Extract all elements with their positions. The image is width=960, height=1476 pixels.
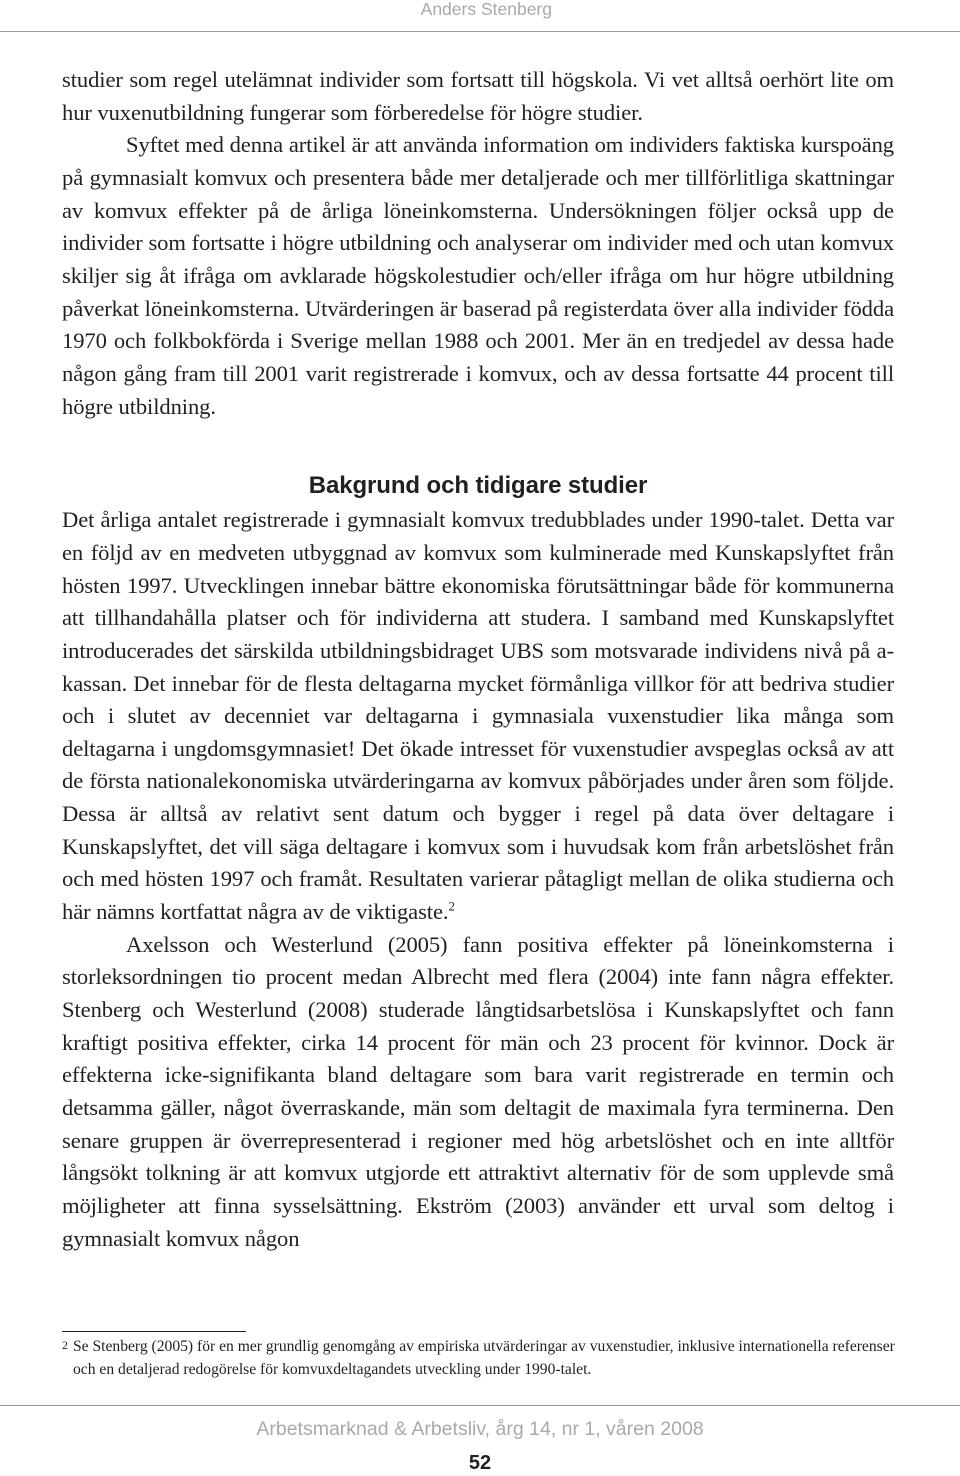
paragraph-previous-studies: Axelsson och Westerlund (2005) fann positiva effekter på löneinkomsterna i storleksordningen tio procent medan Albrecht med flera (2004) inte fann några effekter. Stenberg och Westerlund (2008) studerade långtidsarbetslösa i Kunskapslyftet och fann kraftigt positiva effekter, cirka 14 procent för män och 23 procent för kvinnor. Dock är effekterna icke-signifikanta bland deltagare som bara varit registrerade en termin och detsamma gäller, något överraskande, män som deltagit de maximala fyra terminerna. Den senare gruppen är överrepresenterad i regioner med hög arbetslöshet och en inte alltför långsökt tolkning är att komvux utgjorde ett attraktivt alternativ för de som upplevde små möjligheter att finna sysselsättning. Ekström (2003) använder ett urval som deltog i gymnasialt komvux någon — [62, 931, 894, 1251]
footnote-reference[interactable]: 2 — [448, 898, 455, 914]
footer-journal: Arbetsmarknad & Arbetsliv, årg 14, nr 1, våren 2008 — [256, 1418, 704, 1440]
footnote-text: Se Stenberg (2005) för en mer grundlig genomgång av empiriska utvärderingar av vuxenstudier, inklusive internationella referenser och en detaljerad redogörelse för komvuxdeltagandets utveckling under 1990-talet. — [73, 1338, 895, 1378]
footer-rule — [0, 1405, 960, 1406]
paragraph-intro: studier som regel utelämnat individer som fortsatt till högskola. Vi vet alltså oerhört lite om hur vuxenutbildning fungerar som förberedelse för högre studier. — [62, 67, 894, 125]
running-head — [0, 0, 552, 24]
article-body — [62, 64, 894, 1255]
footnote — [62, 1336, 908, 1381]
footnote-number: 2 — [62, 1338, 68, 1352]
paragraph-background-text: Det årliga antalet registrerade i gymnasialt komvux tredubblades under 1990-talet. Detta var en följd av en medveten utbyggnad av komvux som kulminerade med Kunskapslyftet från hösten 1997. Utvecklingen innebar bättre ekonomiska förutsättningar både för kommunerna att tillhandahålla platser och för individerna att studera. I samband med Kunskapslyftet introducerades det särskilda utbildningsbidraget UBS som motsvarade individens nivå på a-kassan. Det innebar för de flesta deltagarna mycket förmånliga villkor för att bedriva studier och i slutet av decenniet var deltagarna i gymnasiala vuxenstudier lika många som deltagarna i ungdomsgymnasiet! Det ökade intresset för vuxenstudier avspeglas också av att de första nationalekonomiska utvärderingarna av komvux påbörjades under åren som följde. Dessa är alltså av relativt sent datum och bygger i regel på data över deltagare i Kunskapslyftet, det vill säga deltagare i komvux som i huvudsak kom från arbetslöshet från och med hösten 1997 och framåt. Resultaten varierar påtagligt mellan de olika studierna och här nämns kortfattat några av de viktigaste. — [62, 507, 894, 925]
paragraph-background — [62, 504, 894, 929]
footnote-rule — [62, 1331, 246, 1332]
header-author: Anders Stenberg — [420, 0, 552, 19]
section-heading: Bakgrund och tidigare studier — [308, 472, 648, 500]
header-rule — [0, 31, 960, 32]
page-number: 52 — [468, 1452, 492, 1474]
paragraph-purpose: Syftet med denna artikel är att använda information om individers faktiska kurspoäng på gymnasialt komvux och presentera både mer detaljerade och mer tillförlitliga skattningar av komvux effekter på de årliga löneinkomsterna. Undersökningen följer också upp de individer som fortsatte i högre utbildning och analyserar om individer med och utan komvux skiljer sig åt ifråga om avklarade högskolestudier och/eller ifråga om hur högre utbildning påverkat löneinkomsterna. Utvärderingen är baserad på registerdata över alla individer födda 1970 och folkbokförda i Sverige mellan 1988 och 2001. Mer än en tredjedel av dessa hade någon gång fram till 2001 varit registrerade i komvux, och av dessa fortsatte 44 procent till högre utbildning. — [62, 132, 894, 419]
